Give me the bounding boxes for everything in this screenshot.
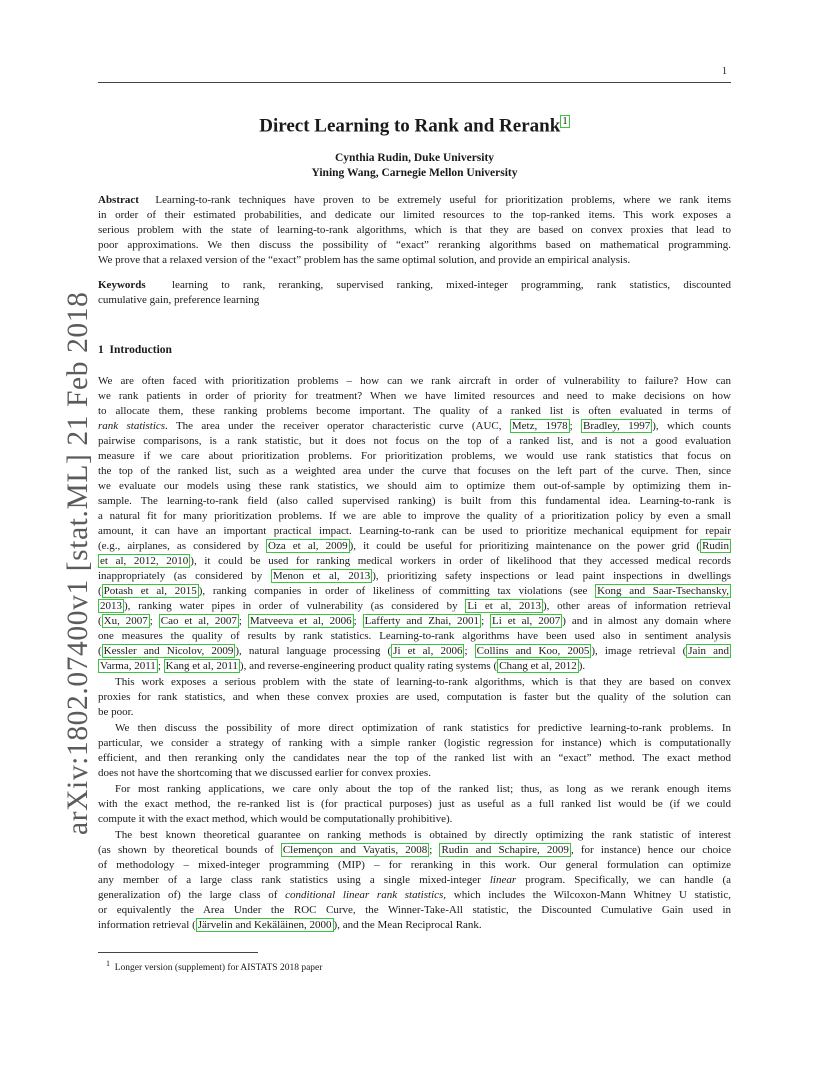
emphasis: rank statistics bbox=[98, 420, 166, 432]
citation-link[interactable]: Bradley, 1997 bbox=[583, 420, 651, 432]
body-line: we rank patients in order of priority for treatment? When we have limited resources and need to make decisions on how bbox=[98, 390, 731, 402]
body-line: or equivalently the Area Under the ROC Curve, the Winner-Take-All statistic, the Discounted Cumulative Gain used in bbox=[98, 904, 731, 916]
body-line: rank statistics. The area under the receiver operator characteristic curve (AUC, Metz, 1978 ; Bradley, 1997 ), which counts bbox=[98, 420, 732, 432]
citation-link[interactable]: Menon et al, 2013 bbox=[272, 570, 371, 582]
citation-link[interactable]: Rudin bbox=[702, 540, 729, 552]
body-line: with the exact method, the re-ranked list is (for practical purposes) just as useful as a full ranked list would be (if we could bbox=[98, 798, 731, 810]
author-line: Yining Wang, Carnegie Mellon University bbox=[311, 167, 518, 179]
body-line: inappropriately (as considered by Menon et al, 2013 ), prioritizing safety inspections or lead paint inspections in dwellings bbox=[98, 570, 732, 582]
body-line: of methodology – mixed-integer programming (MIP) – for reranking in this work. Our general formulation can optimize bbox=[98, 859, 731, 871]
body-line: (e.g., airplanes, as considered by Oza et al, 2009 ), it could be useful for prioritizing maintenance on the power grid ( Rudin bbox=[98, 540, 729, 552]
body-line: sample. The learning-to-rank field (also called supervised ranking) is built from this fundamental idea. Learning-to-rank is bbox=[98, 495, 731, 507]
citation-link[interactable]: Xu, 2007 bbox=[103, 615, 148, 627]
body-line: ( Potash et al, 2015 ), ranking companies in order of likeliness of committing tax violations (see Kong and Saar-Tsechansky, bbox=[98, 585, 729, 597]
body-line: to allocate them, these ranking problems become important. The quality of a ranked list is often evaluated in terms of bbox=[98, 405, 731, 417]
body-line: measure if we care about prioritization problems. For prioritization problems, we would use rank statistics that focus on bbox=[98, 450, 731, 462]
abstract-label: Abstract bbox=[98, 194, 139, 206]
body-line: ( Kessler and Nicolov, 2009 ), natural language processing ( Ji et al, 2006 ; Collins and Koo, 2005 ), image retrieval ( Jain and bbox=[98, 645, 729, 657]
emphasis: conditional linear rank statistics bbox=[285, 889, 444, 901]
title-text: Direct Learning to Rank and Rerank bbox=[259, 115, 561, 137]
citation-link[interactable]: Järvelin and Kekäläinen, 2000 bbox=[197, 919, 332, 931]
citation-link[interactable]: Oza et al, 2009 bbox=[268, 540, 348, 552]
citation-link[interactable]: Cao et al, 2007 bbox=[160, 615, 237, 627]
body-line: be poor. bbox=[98, 706, 134, 718]
body-line: pairwise comparisons, is a rank statistic, but it does not focus on the top of a ranked list, and is not a good evaluation bbox=[98, 435, 731, 447]
body-line: We then discuss the possibility of more direct optimization of rank statistics for predictive learning-to-rank problems. In bbox=[115, 722, 731, 734]
citation-link[interactable]: Collins and Koo, 2005 bbox=[476, 645, 590, 657]
citation-link[interactable]: Jain and bbox=[688, 645, 729, 657]
arxiv-identifier-stamp: arXiv:1802.07400v1 [stat.ML] 21 Feb 2018 bbox=[62, 291, 94, 835]
citation-link[interactable]: Metz, 1978 bbox=[511, 420, 568, 432]
keywords-text: learning to rank, reranking, supervised ranking, mixed-integer programming, rank statistics, discounted bbox=[172, 279, 731, 291]
citation-link[interactable]: Varma, 2011 bbox=[100, 660, 156, 672]
footnote-mark: 1 bbox=[106, 959, 110, 968]
body-line: does not have the shortcoming that we discussed earlier for convex proxies. bbox=[98, 767, 431, 779]
citation-link[interactable]: Matveeva et al, 2006 bbox=[249, 615, 352, 627]
citation-link[interactable]: et al, 2012, 2010 bbox=[100, 555, 189, 567]
citation-link[interactable]: Kong and Saar-Tsechansky, bbox=[597, 585, 729, 597]
body-line: 2013 ), ranking water pipes in order of vulnerability (as considered by Li et al, 2013 ), other areas of information retrieval bbox=[100, 600, 731, 612]
footnote bbox=[106, 958, 322, 974]
citation-link[interactable]: Potash et al, 2015 bbox=[103, 585, 197, 597]
citation-link[interactable]: Li et al, 2007 bbox=[492, 615, 561, 627]
section-number: 1 bbox=[98, 344, 104, 356]
emphasis: linear bbox=[489, 874, 517, 886]
citation-link[interactable]: Lafferty and Zhai, 2001 bbox=[364, 615, 480, 627]
author-block bbox=[98, 151, 731, 181]
body-line: ( Xu, 2007 ; Cao et al, 2007 ; Matveeva et al, 2006 ; Lafferty and Zhai, 2001 ; Li et al, 2007 ) and in almost any domain where bbox=[98, 615, 731, 627]
body-line: particular, we consider a strategy of ranking with a simple ranker (logistic regression for instance) which is computationally bbox=[98, 737, 731, 749]
citation-link[interactable]: 2013 bbox=[100, 600, 122, 612]
body-line: one measures the quality of results by rank statistics. Learning-to-rank algorithms have been used also in sentiment analysis bbox=[98, 630, 731, 642]
author-line: Cynthia Rudin, Duke University bbox=[334, 152, 495, 164]
body-line: proxies for rank statistics, and when these convex proxies are used, computation is faster but the quality of the solution can bbox=[98, 691, 731, 703]
abstract-line: poor approximations. We then discuss the possibility of “exact” reranking algorithms based on mathematical programming. bbox=[98, 239, 731, 251]
abstract-line: We prove that a relaxed version of the “exact” problem has the same optimal solution, and provide an empirical analysis. bbox=[98, 254, 631, 266]
body-line: We are often faced with prioritization problems – how can we rank aircraft in order of vulnerability to failure? How can bbox=[98, 375, 731, 387]
body-line: compute it with the exact method, which would be computationally prohibitive). bbox=[98, 813, 453, 825]
abstract-line: serious problem with the state of learning-to-rank algorithms, which is that they are based on convex proxies that lead to bbox=[98, 224, 731, 236]
citation-link[interactable]: Li et al, 2013 bbox=[467, 600, 541, 612]
body-line: any member of a large class rank statistics using a single mixed-integer linear program. Specifically, we can handle (a bbox=[98, 874, 732, 886]
body-line: (as shown by theoretical bounds of Clemençon and Vayatis, 2008 ; Rudin and Schapire, 2009 , for instance) hence our choice bbox=[98, 844, 732, 856]
citation-link[interactable]: Chang et al, 2012 bbox=[499, 660, 577, 672]
body-line: This work exposes a serious problem with the state of learning-to-rank algorithms, which is that they are based on convex bbox=[115, 676, 731, 688]
body-line: For most ranking applications, we care only about the top of the ranked list; thus, as long as we rerank enough items bbox=[115, 783, 731, 795]
citation-link[interactable]: Clemençon and Vayatis, 2008 bbox=[282, 844, 428, 856]
abstract-text: Learning-to-rank techniques have proven to be extremely useful for prioritization problems, where we rank items bbox=[155, 194, 731, 206]
header-rule bbox=[98, 82, 731, 83]
body-line: The best known theoretical guarantee on ranking methods is obtained by directly optimizing the rank statistic of interest bbox=[115, 829, 731, 841]
section-heading bbox=[98, 344, 172, 356]
body-line: Varma, 2011 ; Kang et al, 2011 ), and reverse-engineering product quality rating systems ( Chang et al, 2012 ). bbox=[100, 660, 586, 672]
abstract-line: in order of their estimated probabilities, and dedicate our limited resources to the top-ranked items. This work exposes a bbox=[98, 209, 731, 221]
footnote-rule bbox=[98, 952, 258, 953]
citation-link[interactable]: Rudin and Schapire, 2009 bbox=[441, 844, 569, 856]
citation-link[interactable]: Kessler and Nicolov, 2009 bbox=[103, 645, 234, 657]
body-line: efficient, and then reranking only the candidates near the top of the ranked list with an “exact” method. The exact method bbox=[98, 752, 731, 764]
title-footnote-link[interactable]: 1 bbox=[562, 115, 568, 127]
body-line: amount, it can have an important practical impact. Learning-to-rank can be used to prioritize mechanical equipment for repair bbox=[98, 525, 731, 537]
section-title: Introduction bbox=[109, 344, 172, 356]
footnote-text: Longer version (supplement) for AISTATS 2018 paper bbox=[114, 963, 323, 974]
paper-title bbox=[98, 115, 731, 137]
keywords-line: cumulative gain, preference learning bbox=[98, 294, 260, 306]
keywords-line bbox=[98, 279, 731, 292]
body-line: we evaluate our models using these rank statistics, we should aim to optimize them out-of-sample by optimizing them in- bbox=[98, 480, 731, 492]
keywords-label: Keywords bbox=[98, 279, 146, 291]
abstract-line bbox=[98, 194, 731, 207]
citation-link[interactable]: Ji et al, 2006 bbox=[393, 645, 463, 657]
body-line: generalization of) the large class of conditional linear rank statistics, which includes the Wilcoxon-Mann Whitney U statistic, bbox=[98, 889, 731, 901]
page-number: 1 bbox=[722, 66, 727, 77]
body-line: a natural fit for many prioritization problems. If we are able to improve the quality of a prioritization policy by even a small bbox=[98, 510, 731, 522]
body-line: et al, 2012, 2010 ), it could be used for ranking medical workers in order of likelihood that they accessed medical records bbox=[100, 555, 731, 567]
body-line: information retrieval ( Järvelin and Kekäläinen, 2000 ), and the Mean Reciprocal Rank. bbox=[98, 919, 482, 931]
citation-link[interactable]: Kang et al, 2011 bbox=[165, 660, 238, 672]
body-line: the top of the ranked list, such as a weighted area under the curve that focuses on the left part of the curve. Then, since bbox=[98, 465, 731, 477]
